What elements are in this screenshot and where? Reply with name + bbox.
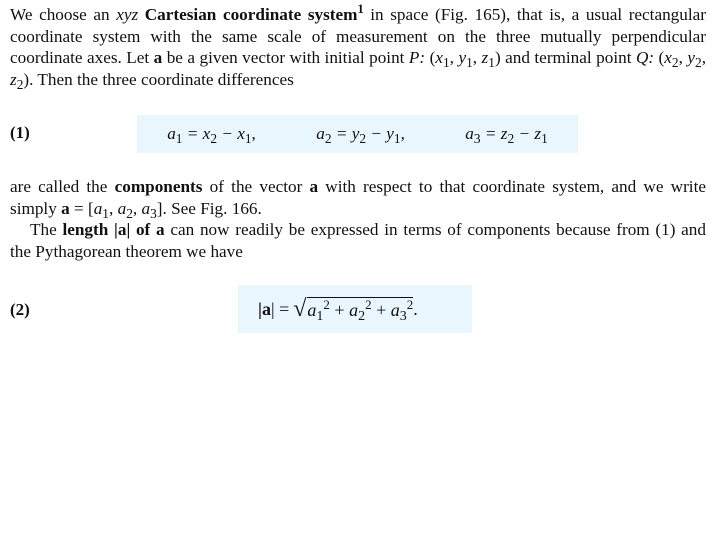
var: a [316,124,325,143]
text [138,5,145,24]
vector-a: a [117,220,127,239]
radicand [307,296,414,325]
paragraph-cartesian-system [10,4,706,90]
text: . [413,298,418,319]
var: − x [217,124,245,143]
vector-a: a [61,198,70,218]
var: a [93,198,103,218]
var: = y [331,124,360,143]
subscript: 2 [695,55,702,71]
text: with respect to that coordinate system, and we write simply [10,177,706,218]
subscript: 1 [541,131,548,147]
text: ) and terminal point [494,48,636,67]
coord-z: z [10,69,17,89]
subscript: 2 [16,76,24,92]
subscript: 1 [244,131,252,147]
subscript: 1 [442,55,450,71]
text: , [400,124,405,143]
paragraph-components [10,176,706,262]
text: , [109,198,118,218]
term-cartesian-coordinate-system: Cartesian coordinate system [144,5,358,24]
point-p: P: [408,48,426,67]
equation-a2 [316,124,405,147]
coord-y: y [458,48,467,67]
superscript: 2 [406,296,414,312]
coord-z: z [481,48,489,67]
abs-bar: | [258,298,262,319]
subscript: 2 [507,131,515,147]
subscript: 1 [488,55,495,71]
equation-1-box [137,115,578,153]
equation-2-box [238,285,472,333]
subscript: 1 [102,205,109,221]
subscript: 2 [358,308,366,325]
abs-open: | [108,220,118,239]
equation-a1 [167,124,256,147]
text: of the vector [202,177,310,196]
superscript: 2 [365,296,372,312]
text: be a given vector with initial point [162,48,409,67]
subscript: 3 [399,308,407,325]
subscript: 3 [473,131,481,147]
subscript: 1 [175,131,183,147]
vector-a: a [309,177,319,196]
vector-a: a [261,298,271,319]
equation-2-label: (2) [10,300,30,319]
point-q: Q: [635,48,655,67]
text: + [329,300,350,320]
text: , [678,48,688,67]
equation-1-label: (1) [10,123,30,142]
subscript: 2 [671,55,679,71]
text: , [472,48,482,67]
var: = x [182,124,211,143]
text: are called the [10,177,115,196]
subscript: 3 [150,205,157,221]
text: ( [654,48,665,67]
var: a [349,300,359,320]
term-length: length [62,220,109,239]
var: − y [366,124,394,143]
superscript: 2 [323,296,330,312]
sqrt-icon: √ [293,296,307,322]
text: = [ [69,198,94,218]
var: a [465,124,474,143]
text: can now readily be expressed in terms of components because from (1) and the Pythagorean theorem we have [10,220,706,261]
var: a [167,124,176,143]
coord-y: y [687,48,696,67]
text: ( [425,48,436,67]
var: a [117,198,127,218]
text: , [251,124,256,143]
xyz-term: xyz [116,5,139,24]
var: = z [480,124,508,143]
text: The [30,220,63,239]
text: We choose an [10,5,117,24]
text: | = [270,298,290,319]
subscript: 2 [210,131,218,147]
footnote-marker: 1 [357,2,364,17]
text: in space (Fig. 165), that is, a usual rectangular coordinate system with the same scale of measurement on the three mutually perpendicular coordinate axes. Let [10,5,706,67]
equation-a3 [465,124,548,147]
coord-x: x [664,48,672,67]
var: a [390,300,400,320]
subscript: 1 [466,55,473,71]
subscript: 1 [393,131,401,147]
subscript: 2 [324,131,332,147]
text: + [371,300,391,320]
vector-a: a [156,220,165,239]
text: ]. See Fig. 166. [156,198,262,218]
text: , [701,48,707,67]
term-components: components [114,177,203,196]
var: a [141,198,151,218]
text: , [132,198,142,218]
text: ). Then the three coordinate differences [23,69,294,89]
subscript: 2 [359,131,367,147]
text: | of [126,220,157,239]
var: − z [514,124,542,143]
var: a [307,300,317,320]
subscript: 2 [126,205,133,221]
coord-x: x [435,48,443,67]
text: , [449,48,459,67]
vector-a: a [153,48,163,67]
subscript: 1 [316,308,324,325]
